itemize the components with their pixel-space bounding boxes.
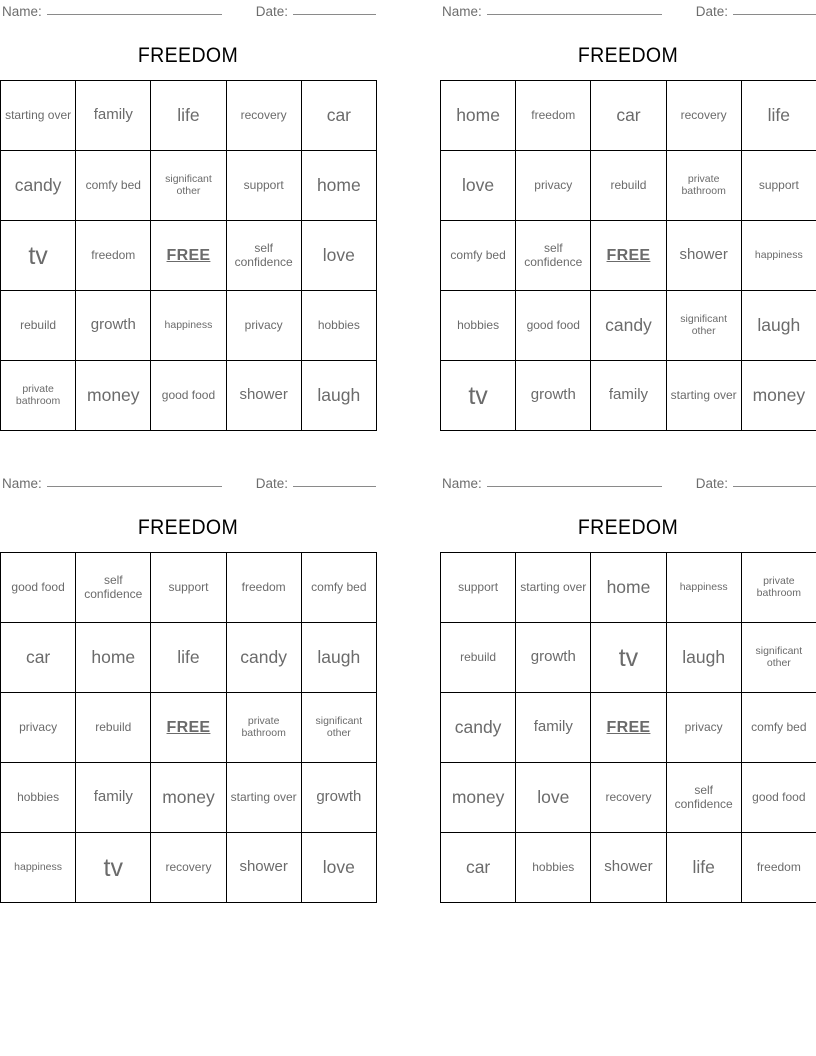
card-title: FREEDOM [577,44,679,67]
card-header [440,0,816,26]
bingo-cell[interactable]: comfy bed [441,221,516,291]
name-field[interactable] [442,476,662,491]
bingo-cell[interactable]: starting over [226,763,301,833]
card-title: FREEDOM [577,516,679,539]
bingo-cell[interactable]: love [301,221,376,291]
bingo-cell[interactable]: self confidence [76,553,151,623]
card-title: FREEDOM [137,516,239,539]
bingo-cell[interactable]: happiness [1,833,76,903]
name-write-line[interactable] [47,486,222,487]
bingo-cell[interactable]: candy [591,291,666,361]
bingo-cell[interactable]: freedom [516,81,591,151]
bingo-row [441,833,816,903]
bingo-cell[interactable]: growth [516,361,591,431]
bingo-cell[interactable]: tv [441,361,516,431]
bingo-cell[interactable]: growth [76,291,151,361]
bingo-row [1,833,377,903]
bingo-cell[interactable]: tv [591,623,666,693]
bingo-cell[interactable]: recovery [666,81,741,151]
bingo-cell[interactable]: freedom [226,553,301,623]
bingo-cell[interactable]: rebuild [591,151,666,221]
bingo-cell[interactable]: privacy [1,693,76,763]
date-write-line[interactable] [293,14,376,15]
name-write-line[interactable] [47,14,222,15]
bingo-cell[interactable]: money [441,763,516,833]
bingo-cell[interactable]: home [76,623,151,693]
bingo-cell[interactable]: laugh [301,361,376,431]
bingo-cell[interactable]: significant other [741,623,816,693]
bingo-cell[interactable]: support [151,553,226,623]
bingo-cell[interactable]: candy [226,623,301,693]
bingo-cell[interactable]: home [441,81,516,151]
bingo-row [441,553,816,623]
bingo-cell[interactable]: family [516,693,591,763]
date-write-line[interactable] [733,14,816,15]
name-write-line[interactable] [487,486,662,487]
bingo-cell[interactable]: happiness [666,553,741,623]
date-field[interactable] [256,476,376,491]
bingo-free-cell[interactable]: FREE [151,221,226,291]
bingo-row [441,361,816,431]
bingo-cell[interactable]: freedom [741,833,816,903]
bingo-cell[interactable]: life [151,81,226,151]
bingo-row [441,221,816,291]
bingo-grid [0,80,377,431]
bingo-cell[interactable]: rebuild [441,623,516,693]
name-label: Name: [2,476,42,491]
bingo-cell[interactable]: laugh [741,291,816,361]
bingo-cell[interactable]: hobbies [1,763,76,833]
bingo-cell[interactable]: starting over [666,361,741,431]
bingo-cell[interactable]: support [741,151,816,221]
bingo-free-cell[interactable]: FREE [591,693,666,763]
bingo-row [1,361,377,431]
bingo-cell[interactable]: support [441,553,516,623]
bingo-grid [440,80,816,431]
bingo-row [441,623,816,693]
bingo-cell[interactable]: comfy bed [301,553,376,623]
bingo-cell[interactable]: significant other [301,693,376,763]
bingo-row [441,291,816,361]
bingo-row [1,623,377,693]
name-write-line[interactable] [487,14,662,15]
date-write-line[interactable] [293,486,376,487]
bingo-cell[interactable]: laugh [301,623,376,693]
bingo-cell[interactable]: significant other [151,151,226,221]
bingo-row [1,693,377,763]
bingo-free-cell[interactable]: FREE [151,693,226,763]
bingo-cell[interactable]: self confidence [666,763,741,833]
bingo-cell[interactable]: life [151,623,226,693]
card-top-right [440,0,816,431]
name-field[interactable] [2,476,222,491]
bingo-cell[interactable]: home [301,151,376,221]
date-write-line[interactable] [733,486,816,487]
bingo-cell[interactable]: privacy [666,693,741,763]
bingo-cell[interactable]: starting over [516,553,591,623]
bingo-cell[interactable]: money [151,763,226,833]
bingo-cell[interactable]: life [741,81,816,151]
date-field[interactable] [256,4,376,19]
bingo-cell[interactable]: privacy [516,151,591,221]
bingo-row [1,763,377,833]
name-label: Name: [442,476,482,491]
bingo-cell[interactable]: rebuild [76,693,151,763]
bingo-row [1,291,377,361]
date-label: Date: [695,4,728,19]
bingo-cell[interactable]: recovery [226,81,301,151]
bingo-cell[interactable]: tv [76,833,151,903]
card-header [0,0,376,26]
date-field[interactable] [696,476,816,491]
bingo-cell[interactable]: significant other [666,291,741,361]
bingo-cell[interactable]: private bathroom [226,693,301,763]
bingo-cell[interactable]: recovery [151,833,226,903]
bingo-cell[interactable]: hobbies [441,291,516,361]
bingo-cell[interactable]: shower [591,833,666,903]
bingo-cell[interactable]: candy [441,693,516,763]
card-title: FREEDOM [137,44,239,67]
bingo-cell[interactable]: good food [151,361,226,431]
card-bottom-right [440,472,816,903]
bingo-row [1,221,377,291]
bingo-cell[interactable]: self confidence [516,221,591,291]
bingo-cell[interactable]: love [441,151,516,221]
bingo-row [441,693,816,763]
bingo-cell[interactable]: happiness [151,291,226,361]
name-label: Name: [2,4,42,19]
bingo-row [1,81,377,151]
bingo-cell[interactable]: love [301,833,376,903]
bingo-cell[interactable]: recovery [591,763,666,833]
bingo-cell[interactable]: tv [1,221,76,291]
bingo-cell[interactable]: good food [741,763,816,833]
bingo-cell[interactable]: privacy [226,291,301,361]
bingo-cell[interactable]: money [741,361,816,431]
card-header [440,472,816,498]
bingo-cell[interactable]: family [76,763,151,833]
card-bottom-left [0,472,376,903]
name-field[interactable] [2,4,222,19]
bingo-cell[interactable]: shower [226,361,301,431]
date-field[interactable] [696,4,816,19]
bingo-free-cell[interactable]: FREE [591,221,666,291]
name-label: Name: [442,4,482,19]
bingo-cell[interactable]: starting over [1,81,76,151]
name-field[interactable] [442,4,662,19]
bingo-cell[interactable]: life [666,833,741,903]
bingo-cell[interactable]: good food [1,553,76,623]
bingo-row [441,151,816,221]
bingo-cell[interactable]: good food [516,291,591,361]
bingo-cell[interactable]: comfy bed [76,151,151,221]
bingo-cell[interactable]: car [301,81,376,151]
bingo-cell[interactable]: shower [666,221,741,291]
bingo-cell[interactable]: laugh [666,623,741,693]
bingo-row [1,151,377,221]
bingo-cell[interactable]: family [76,81,151,151]
bingo-cell[interactable]: candy [1,151,76,221]
bingo-cell[interactable]: family [591,361,666,431]
bingo-cell[interactable]: money [76,361,151,431]
bingo-cell[interactable]: rebuild [1,291,76,361]
bingo-cell[interactable]: happiness [741,221,816,291]
bingo-cell[interactable]: love [516,763,591,833]
date-label: Date: [255,476,288,491]
bingo-cell[interactable]: home [591,553,666,623]
bingo-cell[interactable]: private bathroom [1,361,76,431]
bingo-cell[interactable]: growth [301,763,376,833]
bingo-cell[interactable]: private bathroom [741,553,816,623]
bingo-grid [0,552,377,903]
bingo-cell[interactable]: comfy bed [741,693,816,763]
bingo-cell[interactable]: car [1,623,76,693]
bingo-cell[interactable]: hobbies [516,833,591,903]
bingo-cell[interactable]: car [441,833,516,903]
bingo-row [1,553,377,623]
bingo-cell[interactable]: private bathroom [666,151,741,221]
bingo-cell[interactable]: growth [516,623,591,693]
bingo-cell[interactable]: freedom [76,221,151,291]
date-label: Date: [695,476,728,491]
bingo-cell[interactable]: self confidence [226,221,301,291]
bingo-cell[interactable]: shower [226,833,301,903]
bingo-grid [440,552,816,903]
bingo-cell[interactable]: hobbies [301,291,376,361]
bingo-row [441,763,816,833]
date-label: Date: [255,4,288,19]
bingo-cell[interactable]: support [226,151,301,221]
bingo-cell[interactable]: car [591,81,666,151]
bingo-row [441,81,816,151]
card-top-left [0,0,376,431]
card-header [0,472,376,498]
